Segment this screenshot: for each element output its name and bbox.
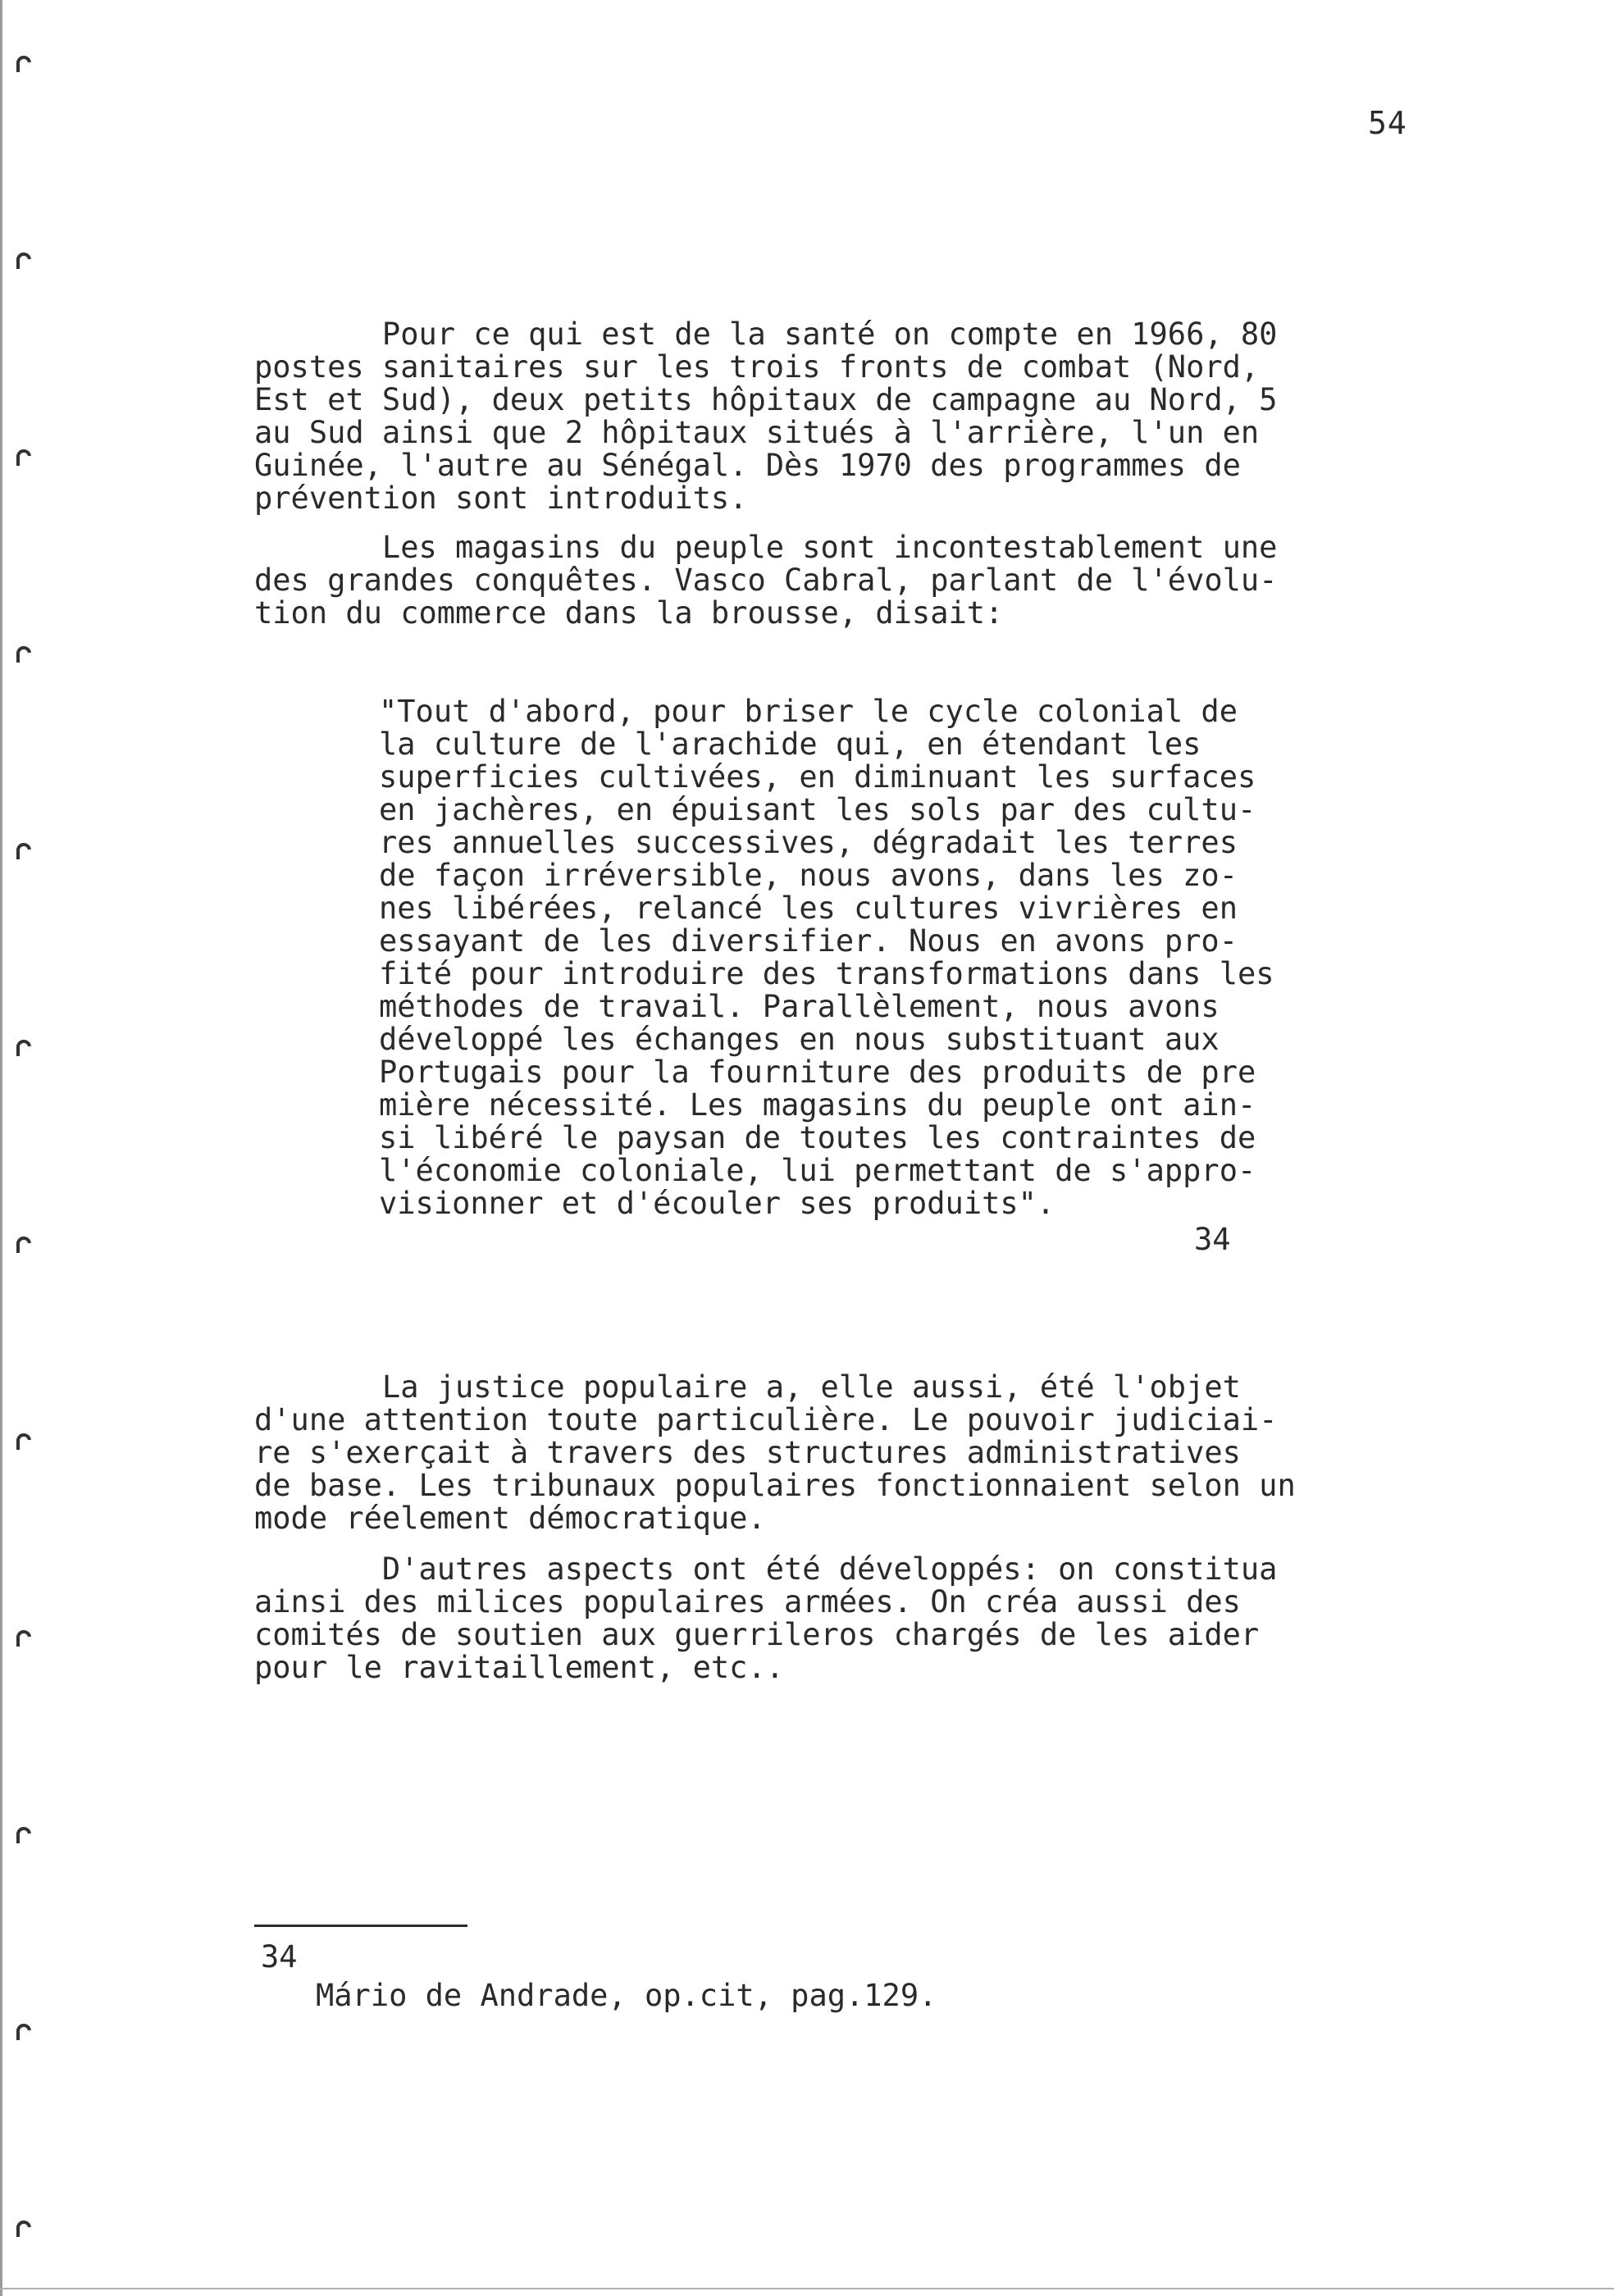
paragraph-other-aspects: D'autres aspects ont été développés: on constitua ainsi des milices populaires armées. On créa aussi des comités de soutien aux guerrileros chargés de les aider pour le ravitaillement, etc..	[254, 1551, 1278, 1685]
paragraph-peoples-stores: Les magasins du peuple sont incontestablement une des grandes conquêtes. Vasco Cabral, parlant de l'évolu- tion du commerce dans la brousse, disait:	[254, 530, 1278, 631]
footnote-number: 34	[261, 1939, 298, 1975]
binder-hole-icon	[15, 253, 33, 271]
binder-hole-icon	[15, 1040, 33, 1058]
page-number: 54	[1368, 105, 1407, 141]
binder-hole-icon	[15, 1827, 33, 1845]
quote-footnote-marker: 34	[1194, 1222, 1231, 1257]
binder-hole-icon	[15, 843, 33, 861]
binder-hole-icon	[15, 2221, 33, 2239]
footnote-separator	[254, 1925, 467, 1927]
footnote-text: Mário de Andrade, op.cit, pag.129.	[316, 1978, 937, 2013]
binder-hole-icon	[15, 1433, 33, 1451]
block-quote: "Tout d'abord, pour briser le cycle colonial de la culture de l'arachide qui, en étendant les superficies cultivées, en diminuant les surfaces en jachères, en épuisant les sols par des cultu- res annuelles successives, dégradait les terres de façon irréversible, nous avons, dans les zo- nes libérées, relancé les cultures vivrières en essayant de les diversifier. Nous en avons pro- fité pour introduire des transformations dans les méthodes de travail. Parallèlement, nous avons développé les échanges en nous substituant aux Portugais pour la fourniture des produits de pre mière nécessité. Les magasins du peuple ont ain- si libéré le paysan de toutes les contraintes de l'économie coloniale, lui permettant de s'appro- visionner et d'écouler ses produits".	[379, 694, 1274, 1221]
binder-hole-icon	[15, 2024, 33, 2042]
page-bottom-edge	[0, 2288, 1614, 2289]
binder-hole-icon	[15, 646, 33, 664]
binder-hole-icon	[15, 1237, 33, 1255]
paragraph-health: Pour ce qui est de la santé on compte en 1966, 80 postes sanitaires sur les trois fronts de combat (Nord, Est et Sud), deux petits hôpitaux de campagne au Nord, 5 au Sud ainsi que 2 hôpitaux situés à l'arrière, l'un en Guinée, l'autre au Sénégal. Dès 1970 des programmes de prévention sont introduits.	[254, 317, 1278, 516]
binder-hole-icon	[15, 1630, 33, 1648]
paragraph-justice: La justice populaire a, elle aussi, été l'objet d'une attention toute particulière. Le pouvoir judiciai- re s'exerçait à travers des structures administratives de base. Les tribunaux populaires fonctionnaient selon un mode réelement démocratique.	[254, 1369, 1296, 1536]
binder-hole-icon	[15, 56, 33, 74]
page-left-edge	[0, 0, 2, 2296]
binder-hole-icon	[15, 449, 33, 467]
